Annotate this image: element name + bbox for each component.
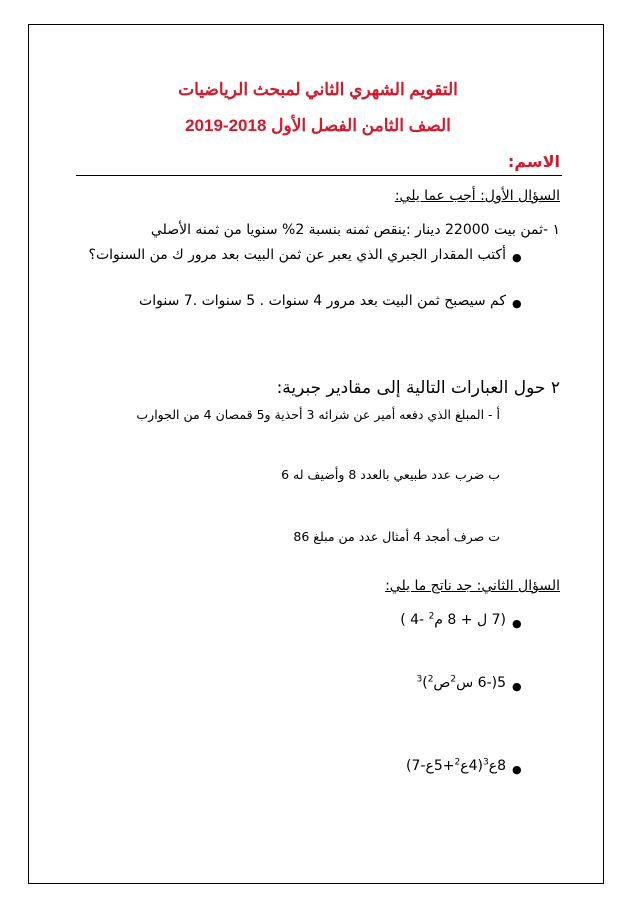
name-label: الاسم: xyxy=(507,152,560,171)
title-line-2: الصف الثامن الفصل الأول 2018-2019 xyxy=(185,116,451,135)
q1-bullet-b: كم سيصبح ثمن البيت بعد مرور 4 سنوات . 5 سنوات .7 سنوات xyxy=(139,293,506,309)
bullet-icon: ● xyxy=(512,763,522,776)
q2-expression-1: (7 ل + 8 م$^2$ -4 ) xyxy=(400,611,506,628)
q1-item2-c: ت صرف أمجد 4 أمثال عدد من مبلغ 86 xyxy=(293,529,500,544)
bullet-icon: ● xyxy=(512,617,522,630)
q2-expression-3: 8ع$^3$(4ع$^2$+5ع-7) xyxy=(406,757,506,774)
q1-item1: ١ -ثمن بيت 22000 دينار :ينقص ثمنه بنسبة 2% سنويا من ثمنه الأصلي xyxy=(150,222,560,238)
title-line-1: التقويم الشهري الثاني لمبحث الرياضيات xyxy=(178,80,458,99)
bullet-icon: ● xyxy=(512,297,522,310)
bullet-icon: ● xyxy=(512,680,522,693)
q1-item2-b: ب ضرب عدد طبيعي بالعدد 8 وأضيف له 6 xyxy=(281,467,500,482)
q2-expression-2: 5(-6 س$^2$ص$^2$)$^3$ xyxy=(416,674,506,691)
name-line xyxy=(76,175,562,176)
q2-heading: السؤال الثاني: جد ناتج ما يلي: xyxy=(385,578,560,594)
bullet-icon: ● xyxy=(512,251,522,264)
q1-bullet-a: أكتب المقدار الجبري الذي يعبر عن ثمن البيت بعد مرور ك من السنوات؟ xyxy=(88,247,506,263)
q1-heading: السؤال الأول: أجب عما يلي: xyxy=(394,188,560,204)
q1-item2: ٢ حول العبارات التالية إلى مقادير جبرية: xyxy=(276,378,560,398)
q1-item2-a: أ - المبلغ الذي دفعه أمير عن شرائه 3 أحذية و5 قمصان 4 من الجوارب xyxy=(136,407,500,422)
